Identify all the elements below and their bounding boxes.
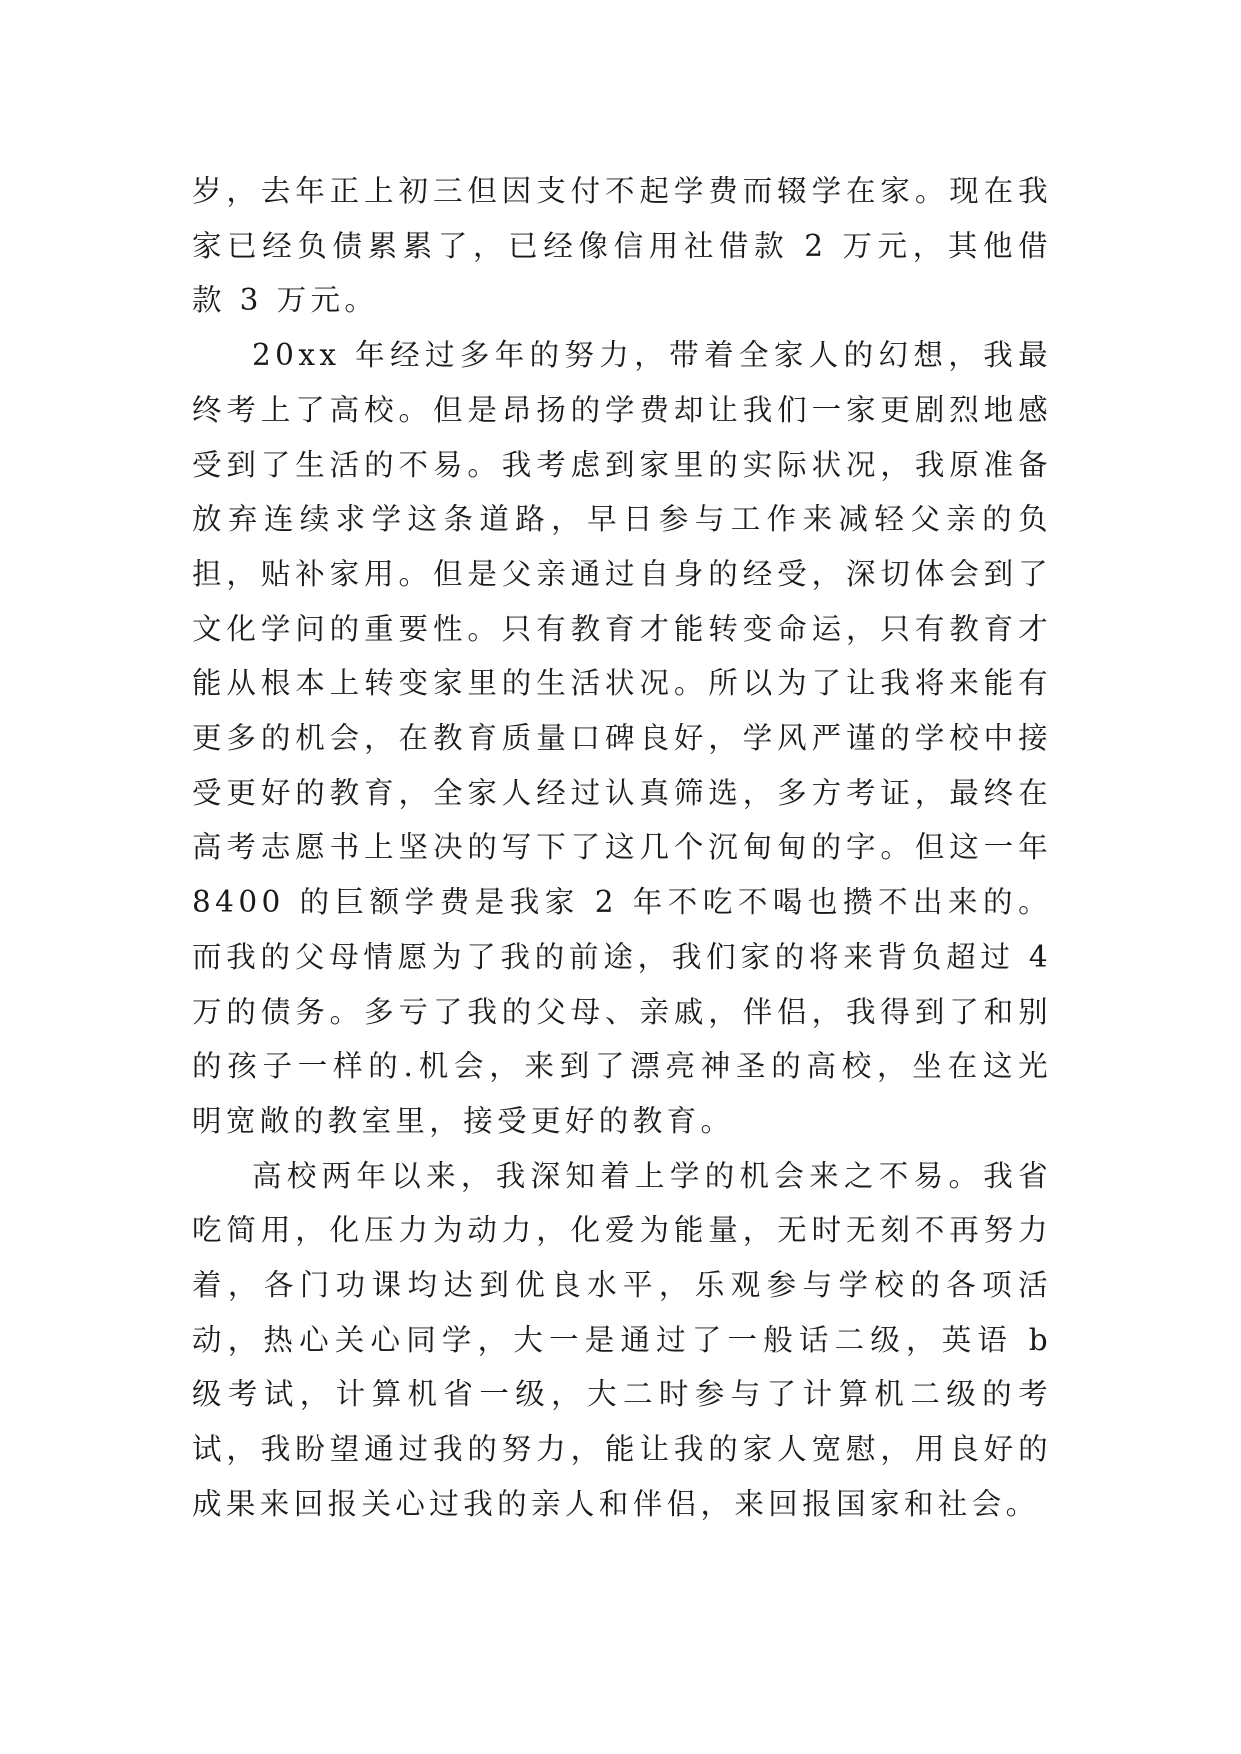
paragraph-1: 岁，去年正上初三但因支付不起学费而辍学在家。现在我家已经负债累累了，已经像信用社借款 2 万元，其他借款 3 万元。 — [192, 174, 1052, 318]
paragraph-2: 20xx 年经过多年的努力，带着全家人的幻想，我最终考上了高校。但是昂扬的学费却让我们一家更剧烈地感受到了生活的不易。我考虑到家里的实际状况，我原准备放弃连续求学这条道路，早日参与工作来减轻父亲的负担，贴补家用。但是父亲通过自身的经受，深切体会到了文化学问的重要性。只有教育才能转变命运，只有教育才能从根本上转变家里的生活状况。所以为了让我将来能有更多的机会，在教育质量口碑良好，学风严谨的学校中接受更好的教育，全家人经过认真筛选，多方考证，最终在高考志愿书上坚决的写下了这几个沉甸甸的字。但这一年 8400 的巨额学费是我家 2 年不吃不喝也攒不出来的。而我的父母情愿为了我的前途，我们家的将来背负超过 4 万的债务。多亏了我的父母、亲戚，伴侣，我得到了和别的孩子一样的.机会，来到了漂亮神圣的高校，坐在这光明宽敞的教室里，接受更好的教育。 — [192, 338, 1052, 1138]
document-body — [192, 164, 1052, 1532]
paragraph-3: 高校两年以来，我深知着上学的机会来之不易。我省吃简用，化压力为动力，化爱为能量，无时无刻不再努力着，各门功课均达到优良水平，乐观参与学校的各项活动，热心关心同学，大一是通过了一般话二级，英语 b 级考试，计算机省一级，大二时参与了计算机二级的考试，我盼望通过我的努力，能让我的家人宽慰，用良好的成果来回报关心过我的亲人和伴侣，来回报国家和社会。 — [192, 1158, 1052, 1521]
